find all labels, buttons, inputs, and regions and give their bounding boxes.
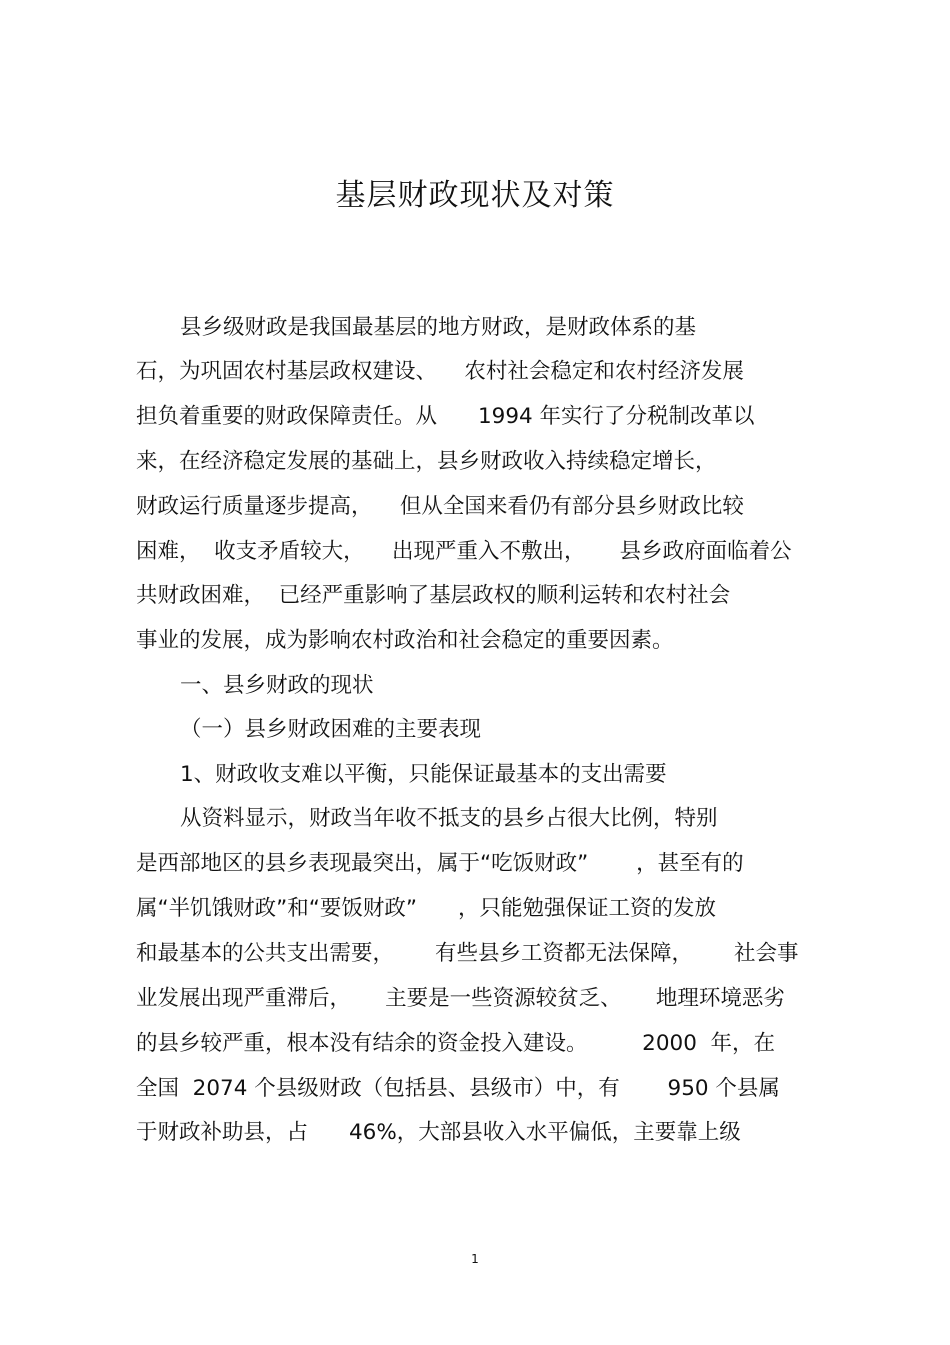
body-line: 和最基本的公共支出需要， 有些县乡工资都无法保障， 社会事 — [136, 941, 799, 966]
body-line: 石，为巩固农村基层政权建设、 农村社会稳定和农村经济发展 — [136, 359, 744, 384]
body-line: 全国 2074 个县级财政（包括县、县级市）中，有 950 个县属 — [136, 1076, 780, 1101]
body-line: 属“半饥饿财政”和“要饭财政” ，只能勉强保证工资的发放 — [136, 896, 717, 921]
document-title: 基层财政现状及对策 — [335, 178, 615, 213]
body-line: 县乡级财政是我国最基层的地方财政，是财政体系的基 — [180, 315, 697, 340]
body-line: 共财政困难， 已经严重影响了基层政权的顺利运转和农村社会 — [136, 583, 731, 608]
body-line: 于财政补助县，占 46%，大部县收入水平偏低，主要靠上级 — [136, 1120, 741, 1145]
point-heading: 1、财政收支难以平衡，只能保证最基本的支出需要 — [180, 762, 667, 787]
section-heading: 一、县乡财政的现状 — [180, 673, 374, 698]
body-line: 担负着重要的财政保障责任。从 1994 年实行了分税制改革以 — [136, 404, 755, 429]
body-line: 从资料显示，财政当年收不抵支的县乡占很大比例，特别 — [180, 806, 718, 831]
body-line: 的县乡较严重，根本没有结余的资金投入建设。 2000 年，在 — [136, 1031, 776, 1056]
page-number: 1 — [471, 1252, 479, 1266]
body-line: 是西部地区的县乡表现最突出，属于“吃饭财政” ，甚至有的 — [136, 851, 744, 876]
body-line: 财政运行质量逐步提高， 但从全国来看仍有部分县乡财政比较 — [136, 494, 744, 519]
body-line: 业发展出现严重滞后， 主要是一些资源较贫乏、 地理环境恶劣 — [136, 986, 785, 1011]
body-line: 来，在经济稳定发展的基础上，县乡财政收入持续稳定增长， — [136, 449, 717, 474]
body-line: 事业的发展，成为影响农村政治和社会稳定的重要因素。 — [136, 628, 674, 653]
subsection-heading: （一）县乡财政困难的主要表现 — [180, 717, 482, 742]
body-line: 困难， 收支矛盾较大， 出现严重入不敷出， 县乡政府面临着公 — [136, 539, 792, 564]
